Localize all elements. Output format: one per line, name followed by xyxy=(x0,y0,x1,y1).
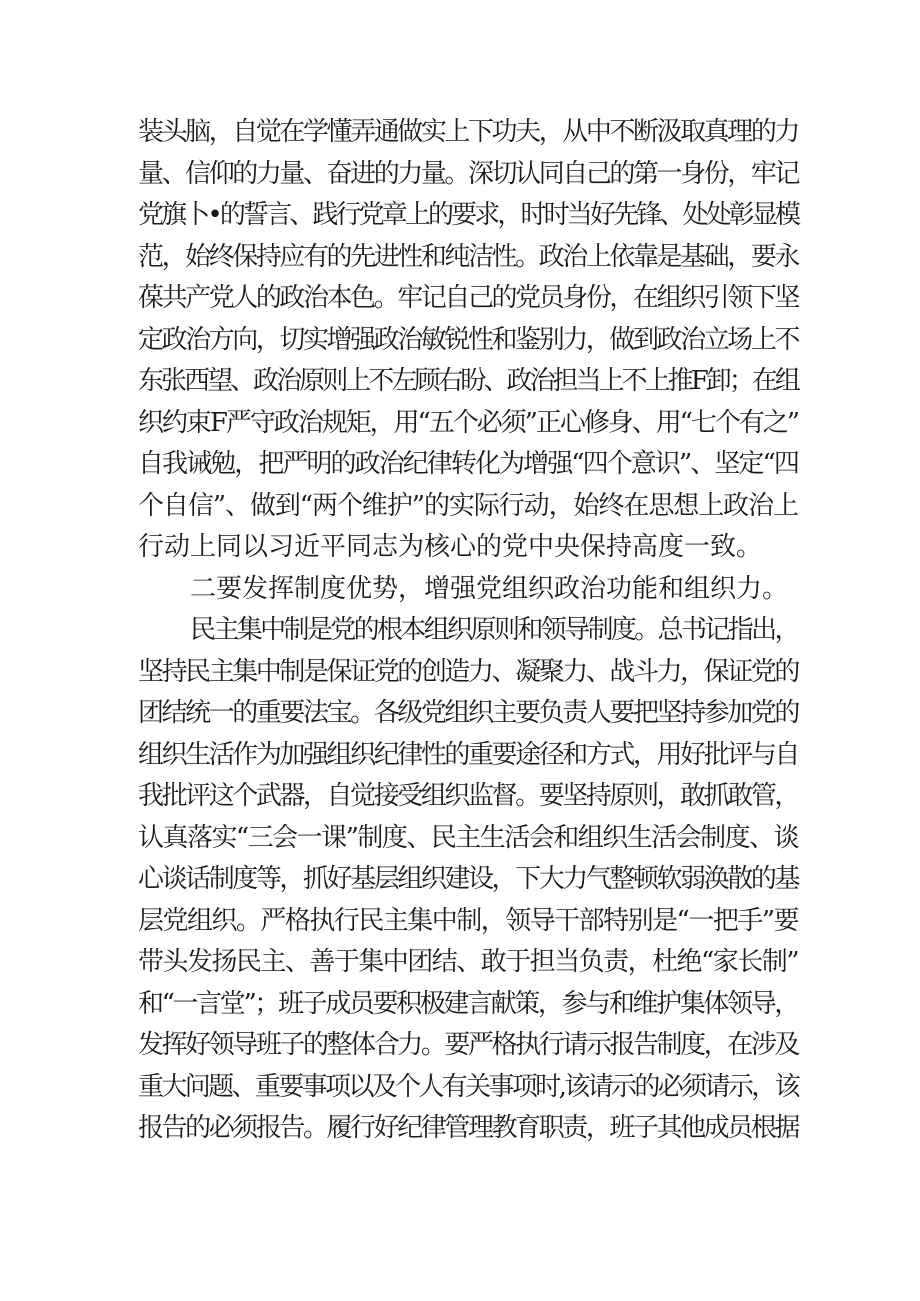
section-heading: 二要发挥制度优势，增强党组织政治功能和组织力。 xyxy=(190,573,789,604)
text-line: 装头脑，自觉在学懂弄通做实上下功夫，从中不断汲取真理的力 xyxy=(138,117,798,147)
paragraph-first-line: 民主集中制是党的根本组织原则和领导制度。总书记指出， xyxy=(190,615,798,645)
text-line: 党旗卜•的誓言、践行党章上的要求，时时当好先锋、处处彰显模 xyxy=(138,200,799,230)
text-line: 心谈话制度等，抓好基层组织建设，下大力气整顿软弱涣散的基 xyxy=(138,864,798,894)
text-line: 和“一言堂”；班子成员要积极建言献策，参与和维护集体领导， xyxy=(138,988,798,1019)
text-line: 团结统一的重要法宝。各级党组织主要负责人要把坚持参加党的 xyxy=(138,698,798,728)
text-line: 坚持民主集中制是保证党的创造力、凝聚力、战斗力，保证党的 xyxy=(138,656,798,687)
text-line: 认真落实“三会一课”制度、民主生活会和组织生活会制度、谈 xyxy=(138,822,799,853)
text-line: 东张西望、政治原则上不左顾右盼、政治担当上不上推F卸；在组 xyxy=(138,366,798,396)
text-line: 组织生活作为加强组织纪律性的重要途径和方式，用好批评与自 xyxy=(138,739,798,770)
text-line: 层党组织。严格执行民主集中制，领导干部特别是“一把手”要 xyxy=(138,905,799,936)
text-line: 带头发扬民主、善于集中团结、敢于担当负责，杜绝“家长制” xyxy=(138,947,799,977)
text-line: 行动上同以习近平同志为核心的党中央保持高度一致。 xyxy=(138,532,763,562)
text-line: 个自信”、做到“两个维护”的实际行动，始终在思想上政治上 xyxy=(138,490,798,521)
text-line: 定政治方向，切实增强政治敏锐性和鉴别力，做到政治立场上不 xyxy=(138,324,798,355)
body-text xyxy=(138,112,798,1150)
text-line: 量、信仰的力量、奋进的力量。深切认同自己的第一身份，牢记 xyxy=(138,158,798,189)
text-line: 发挥好领导班子的整体合力。要严格执行请示报告制度，在涉及 xyxy=(138,1030,798,1060)
text-line: 报告的必须报告。履行好纪律管理教育职责，班子其他成员根据 xyxy=(138,1113,798,1143)
text-line: 葆共产党人的政治本色。牢记自己的党员身份，在组织引领下坚 xyxy=(138,283,798,313)
text-line: 重大问题、重要事项以及个人有关事项时,该请示的必须请示，该 xyxy=(138,1071,798,1102)
text-line: 范，始终保持应有的先进性和纯洁性。政治上依靠是基础，要永 xyxy=(138,241,798,272)
text-line: 自我诫勉，把严明的政治纪律转化为增强“四个意识”、坚定“四 xyxy=(138,449,798,479)
text-line: 织约束F严守政治规矩，用“五个必须”正心修身、用“七个有之” xyxy=(138,407,799,438)
text-line: 我批评这个武器，自觉接受组织监督。要坚持原则，敢抓敢管， xyxy=(138,781,798,811)
